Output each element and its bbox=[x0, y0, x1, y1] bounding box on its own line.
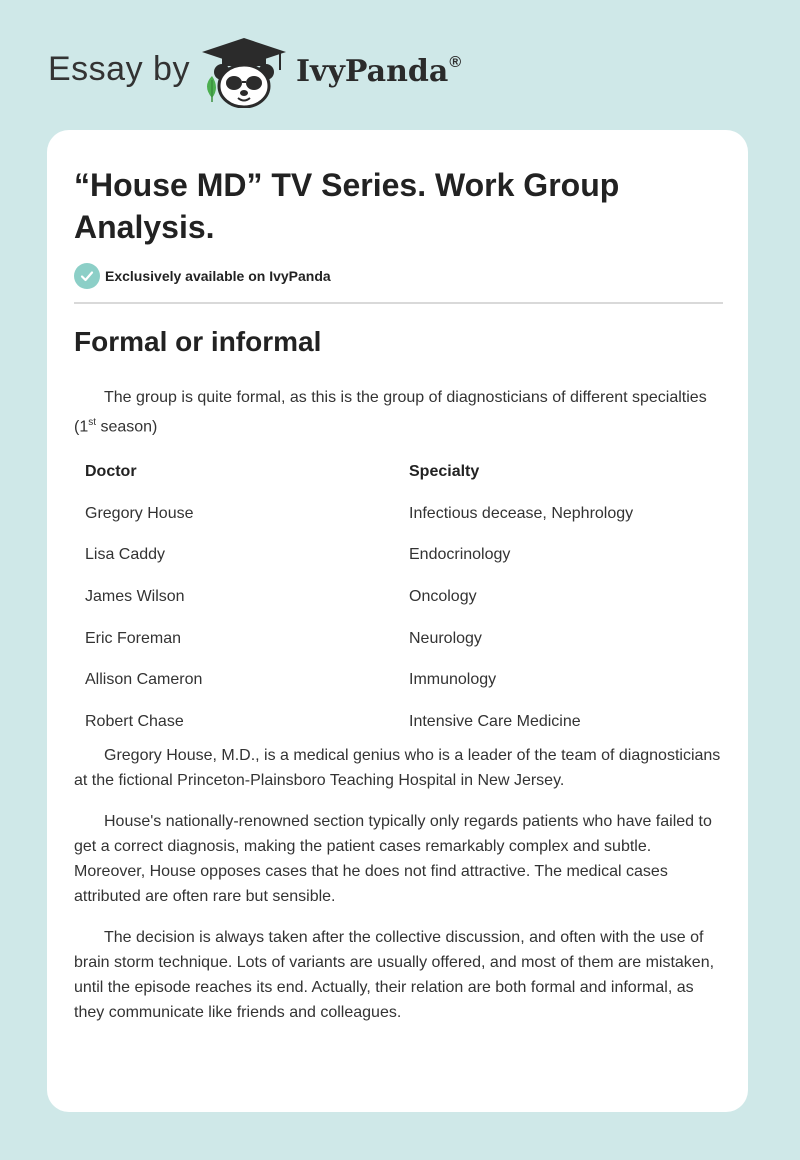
column-header-specialty: Specialty bbox=[409, 462, 480, 480]
brand-name[interactable]: IvyPanda® bbox=[296, 54, 462, 89]
doctor-cell: Eric Foreman bbox=[85, 629, 182, 647]
page-title: “House MD” TV Series. Work Group Analysis. bbox=[74, 167, 620, 245]
table-row bbox=[74, 534, 723, 576]
check-icon bbox=[74, 263, 100, 289]
panda-logo-icon[interactable] bbox=[200, 36, 288, 108]
table-row bbox=[74, 659, 723, 701]
table-header-row bbox=[74, 451, 723, 493]
table-row bbox=[74, 618, 723, 660]
exclusive-badge bbox=[74, 263, 331, 289]
doctor-cell: Robert Chase bbox=[85, 712, 184, 730]
section-heading: Formal or informal bbox=[74, 326, 322, 357]
doctor-cell: Lisa Caddy bbox=[85, 546, 166, 564]
column-header-doctor: Doctor bbox=[85, 462, 137, 480]
doctor-cell: Gregory House bbox=[85, 504, 194, 522]
specialty-table bbox=[74, 451, 723, 743]
site-header bbox=[0, 0, 800, 130]
body-paragraph: Gregory House, M.D., is a medical genius who is a leader of the team of diagnosticians at the fictional Princeton-Plainsboro Teaching Hospital in New Jersey. bbox=[74, 747, 721, 789]
intro-paragraph: The group is quite formal, as this is the group of diagnosticians of different specialties (1st season) bbox=[74, 389, 707, 436]
specialty-cell: Endocrinology bbox=[409, 546, 511, 564]
table-row bbox=[74, 493, 723, 535]
essay-by-text: Essay by bbox=[48, 50, 190, 88]
doctor-cell: Allison Cameron bbox=[85, 671, 203, 689]
specialty-cell: Infectious decease, Nephrology bbox=[409, 504, 634, 522]
specialty-cell: Immunology bbox=[409, 671, 497, 689]
essay-card bbox=[47, 130, 748, 1112]
table-row bbox=[74, 576, 723, 618]
specialty-cell: Neurology bbox=[409, 629, 482, 647]
doctor-cell: James Wilson bbox=[85, 587, 185, 605]
exclusive-label: Exclusively available on IvyPanda bbox=[105, 268, 331, 284]
divider bbox=[74, 302, 723, 304]
specialty-cell: Intensive Care Medicine bbox=[409, 712, 581, 730]
table-row bbox=[74, 701, 723, 743]
body-paragraph: House's nationally-renowned section typically only regards patients who have failed to get a correct diagnosis, making the patient cases remarkably complex and subtle. Moreover, House opposes cases that he does not find attractive. The medical cases attributed are often rare but sensible. bbox=[74, 813, 712, 905]
specialty-cell: Oncology bbox=[409, 587, 477, 605]
registered-mark: ® bbox=[449, 54, 462, 71]
body-paragraph: The decision is always taken after the collective discussion, and often with the use of brain storm technique. Lots of variants are usually offered, and most of them are mistaken, until the episode reaches its end. Actually, their relation are both formal and informal, as they communicate like friends and colleagues. bbox=[74, 929, 715, 1021]
